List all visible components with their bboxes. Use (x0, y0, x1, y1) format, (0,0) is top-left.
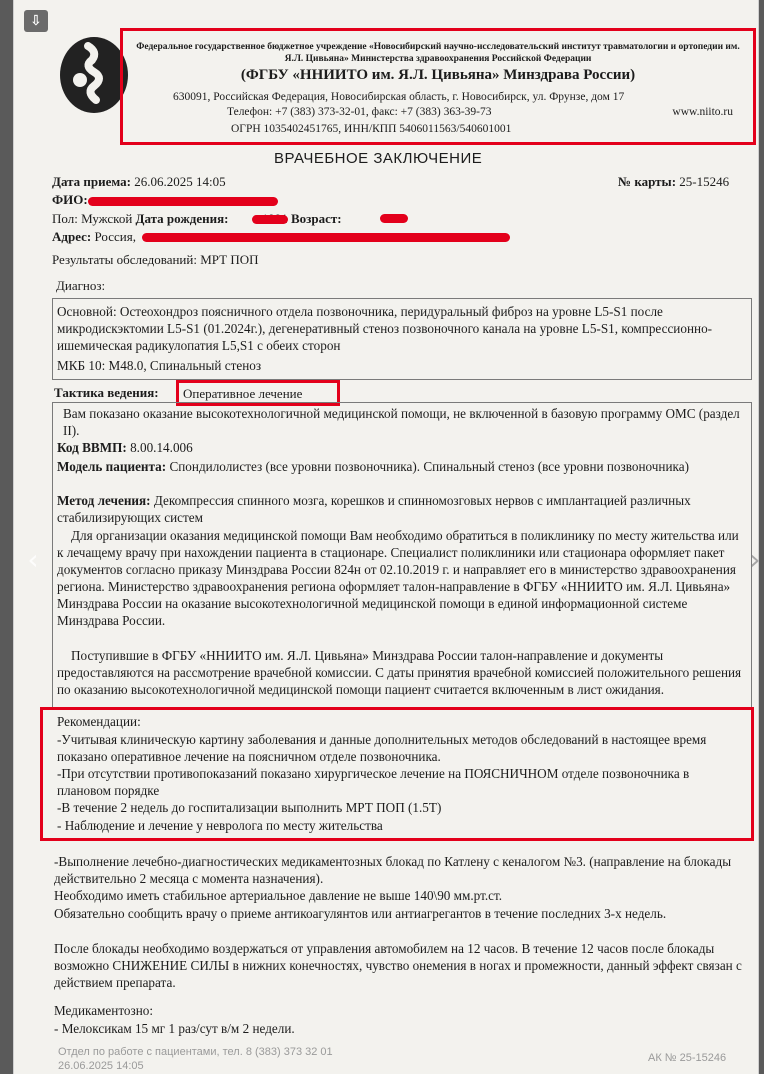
recommendation-item: -При отсутствии противопоказаний показано хирургическое лечение на ПОЯСНИЧНОМ отделе позвоночника в плановом порядке (57, 766, 690, 798)
document-page (14, 0, 758, 1074)
meds-item: - Мелоксикам 15 мг 1 раз/сут в/м 2 недели. (54, 1021, 295, 1036)
vmp-paragraph-1: Для организации оказания медицинской помощи Вам необходимо обратиться в поликлинику по месту жительства или к лечащему врачу при нахождении пациента в стационаре. Специалист поликлиники или стационара оформляет пакет документов согласно приказу Минздрава России 824н от 02.10.2019 г. и направляет его в министерство здравоохранения региона. Министерство здравоохранения региона оформляет талон-направление в ФГБУ «ННИИТО им. Я.Л. Цивьяна» Минздрава России на оказание высокотехнологичной медицинской помощи в единой информационной системе Минздрава России. (57, 528, 739, 628)
recommendation-item: -В течение 2 недель до госпитализации выполнить МРТ ПОП (1.5Т) (57, 800, 442, 815)
results-line: Результаты обследований: МРТ ПОП (52, 252, 259, 267)
redaction-bar (252, 215, 288, 224)
diagnosis-label: Диагноз: (56, 278, 106, 293)
chevron-left-icon[interactable]: ‹ (27, 543, 39, 576)
footer-date: 26.06.2025 14:05 (58, 1060, 144, 1072)
anticoagulant-note: Обязательно сообщить врачу о приеме антикоагулянтов или антиагрегантов в течение последних 3-х недель. (54, 906, 667, 921)
vmp-paragraph-2: Поступившие в ФГБУ «ННИИТО им. Я.Л. Цивьяна» Минздрава России талон-направление и документы предоставляются на рассмотрение врачебной комиссии. С даты принятия врачебной комиссией положительного решения по оказанию высокотехнологичной медицинской помощи пациент считается включенным в лист ожидания. (57, 648, 742, 697)
document-title: ВРАЧЕБНОЕ ЗАКЛЮЧЕНИЕ (274, 150, 483, 167)
treatment-method: Метод лечения: Декомпрессия спинного мозга, корешков и спинномозговых нервов с имплантацией различных стабилизирующих систем (57, 493, 691, 525)
recommendation-item: - Наблюдение и лечение у невролога по месту жительства (57, 818, 383, 833)
redaction-bar (142, 233, 510, 242)
driving-warning: После блокады необходимо воздержаться от управления автомобилем на 12 часов. В течение 12 часов после блокады возможно СНИЖЕНИЕ СИЛЫ в нижних конечностях, чувство онемения в ногах и промежности, данный эффект связан с действием препарата. (54, 941, 742, 990)
tactics-value: Оперативное лечение (183, 386, 303, 401)
patient-model: Модель пациента: Спондилолистез (все уровни позвоночника). Спинальный стеноз (все уровни позвоночника) (57, 459, 689, 474)
fio-label: ФИО: (52, 192, 88, 207)
org-ogrn: ОГРН 1035402451765, ИНН/КПП 5406011563/540601001 (231, 123, 512, 135)
footer-card: АК № 25-15246 (648, 1052, 727, 1064)
vmp-heading: Вам показано оказание высокотехнологичной медицинской помощи, не включенной в базовую программу ОМС (раздел II). (63, 406, 740, 438)
address-line: Адрес: Россия, (52, 229, 136, 244)
org-short-name: (ФГБУ «ННИИТО им. Я.Л. Цивьяна» Минздрава России) (240, 67, 636, 83)
redaction-bar (88, 197, 278, 206)
org-address: 630091, Российская Федерация, Новосибирская область, г. Новосибирск, ул. Фрунзе, дом 17 (173, 91, 625, 103)
download-icon[interactable]: ⇩ (24, 10, 48, 32)
org-website: www.niito.ru (672, 106, 733, 118)
patient-info-line: Пол: Мужской Дата рождения: Возраст: (52, 211, 342, 226)
card-number: № карты: 25-15246 (618, 174, 730, 189)
recommendation-item: -Учитывая клиническую картину заболевания и данные дополнительных методов обследований в настоящее время показано оперативное лечение на поясничном отделе позвоночника. (57, 732, 707, 764)
pressure-note: Необходимо иметь стабильное артериальное давление не выше 140\90 мм.рт.ст. (54, 888, 503, 903)
recommendations-label: Рекомендации: (57, 714, 141, 729)
blockade-note: -Выполнение лечебно-диагностических медикаментозных блокад по Катлену с кеналогом №3. (направление на блокады действительно 2 месяца с момента назначения). (54, 854, 732, 886)
redaction-bar (380, 214, 408, 223)
vmp-box (52, 402, 752, 708)
mkb-code: МКБ 10: M48.0, Спинальный стеноз (57, 358, 262, 373)
org-phone: Телефон: +7 (383) 373-32-01, факс: +7 (383) 363-39-73 (227, 106, 492, 118)
visit-date: Дата приема: 26.06.2025 14:05 (52, 174, 226, 189)
diagnosis-box (52, 298, 752, 380)
org-full-name: Федеральное государственное бюджетное учреждение «Новосибирский научно-исследовательский институт травматологии и ортопедии им. Я.Л. Цивьяна» Министерства здравоохранения Российской Федерации (136, 42, 740, 64)
header-highlight-box (120, 28, 756, 145)
diagnosis-text: Основной: Остеохондроз поясничного отдела позвоночника, перидуральный фиброз на уровне L5-S1 после микродискэктомии L5-S1 (01.2024г.), дегенеративный стеноз позвоночного канала на уровне L5-S1, компрессионно-ишемическая радикулопатия L5,S1 с обеих сторон (57, 304, 713, 353)
tactics-label: Тактика ведения: (54, 385, 159, 400)
meds-label: Медикаментозно: (54, 1003, 154, 1018)
recommendations-highlight-box (40, 707, 754, 841)
footer-contact: Отдел по работе с пациентами, тел. 8 (383) 373 32 01 (58, 1046, 333, 1058)
chevron-right-icon[interactable]: › (749, 543, 761, 576)
vmp-code: Код ВВМП: 8.00.14.006 (57, 440, 193, 455)
